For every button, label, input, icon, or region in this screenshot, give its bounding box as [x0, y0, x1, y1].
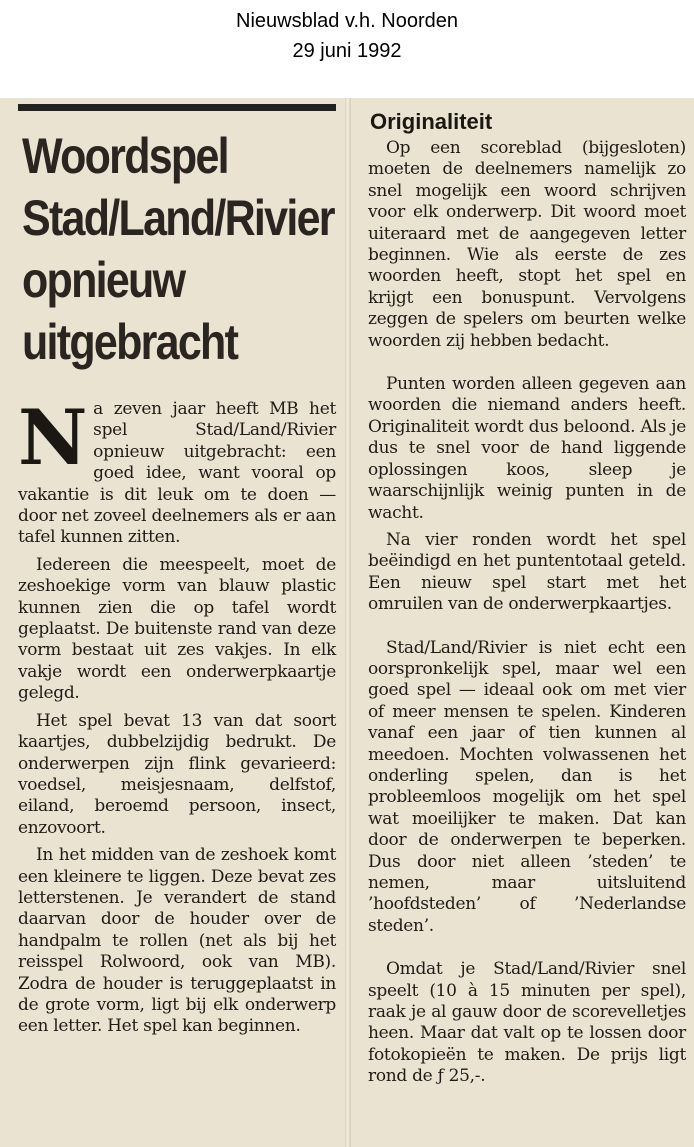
- left-column: [0, 98, 346, 1147]
- article-paragraph: In het midden van de zeshoek komt een kleinere te liggen. Deze bevat zes letterstenen. Je verandert de stand daarvan door de houder over de handpalm te rollen (net als bij het reisspel Rolwoord, ook van MB). Zodra de houder is teruggeplaatst in de grote vorm, ligt bij elk onderwerp een letter. Het spel kan beginnen.: [18, 845, 336, 1037]
- headline-line: Stad/Land/Rivier: [22, 190, 334, 246]
- headline-line: uitgebracht: [22, 314, 238, 370]
- article-headline: [22, 125, 339, 373]
- newspaper-clipping: [0, 98, 694, 1147]
- lead-text: a zeven jaar heeft MB het spel Stad/Land/Rivier opnieuw uitgebracht: een goed idee, want vooral op vakantie is dit leuk om te doen — door net zoveel deelnemers als er aan tafel kunnen zitten.: [18, 399, 336, 548]
- drop-cap: N: [18, 393, 88, 482]
- column-divider: [345, 98, 351, 1147]
- clipping-caption: [0, 6, 694, 66]
- article-paragraph: [18, 393, 336, 549]
- top-rule: [18, 104, 336, 111]
- newspaper-name: Nieuwsblad v.h. Noorden: [236, 10, 458, 32]
- article-paragraph: Omdat je Stad/Land/Rivier snel speelt (10 à 15 minuten per spel), raak je al gauw door de scorevelletjes heen. Maar dat valt op te lossen door fotokopieën te maken. De prijs ligt rond de ƒ 25,-.: [368, 959, 686, 1087]
- headline-line: Woordspel: [22, 128, 228, 184]
- article-paragraph: Het spel bevat 13 van dat soort kaartjes, dubbelzijdig bedrukt. De onderwerpen zijn flink gevarieerd: voedsel, meisjesnaam, delfstof, eiland, beroemd persoon, insect, enzovoort.: [18, 710, 336, 838]
- article-paragraph: Na vier ronden wordt het spel beëindigd en het puntentotaal geteld. Een nieuw spel start met het omruilen van de onderwerpkaartjes.: [368, 529, 686, 615]
- publication-date: 29 juni 1992: [292, 40, 402, 62]
- article-paragraph: Punten worden alleen gegeven aan woorden die niemand anders heeft. Originaliteit wordt dus beloond. Als je dus te snel voor de hand liggende oplossingen koos, sleep je waarschijnlijk weinig punten in de wacht.: [368, 374, 686, 523]
- article-paragraph: Stad/Land/Rivier is niet echt een oorspronkelijk spel, maar wel een goed spel — ideaal ook om met vier of meer mensen te spelen. Kinderen vanaf een jaar of tien kunnen al meedoen. Mochten volwassenen het onderling spelen, dan is het probleemloos mogelijk om het spel wat moeilijker te maken. Dat kan door de onderwerpen te beperken. Dus door niet alleen ’steden’ te nemen, maar uitsluitend ’hoofdsteden’ of ’Nederlandse steden’.: [368, 637, 686, 936]
- headline-line: opnieuw: [22, 252, 185, 308]
- article-paragraph: Iedereen die meespeelt, moet de zeshoekige vorm van blauw plastic kunnen zien die op tafel wordt geplaatst. De buitenste rand van deze vorm bestaat uit zes vakjes. In elk vakje wordt een onderwerpkaartje gelegd.: [18, 554, 336, 704]
- article-paragraph: Op een scoreblad (bijgesloten) moeten de deelnemers namelijk zo snel mogelijk een woord schrijven voor elk onderwerp. Dit woord moet uiteraard met de aangegeven letter beginnen. Wie als eerste de zes woorden heeft, stopt het spel en krijgt een bonuspunt. Vervolgens zeggen de spelers om beurten welke woorden zij hebben bedacht.: [368, 138, 686, 351]
- right-column: [352, 98, 694, 1147]
- subheading: Originaliteit: [370, 109, 493, 134]
